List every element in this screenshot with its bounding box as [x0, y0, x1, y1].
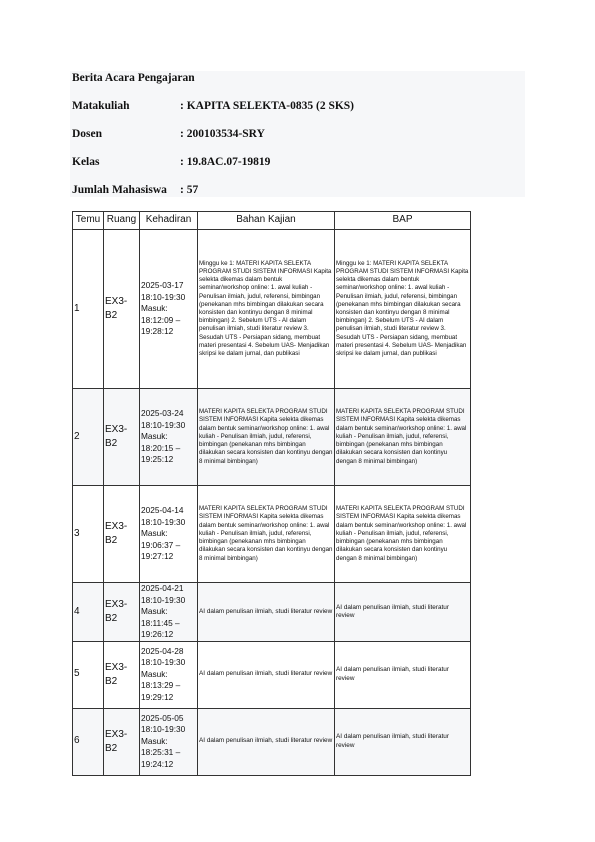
cell-bahan-kajian: AI dalam penulisan ilmiah, studi literatur review — [198, 641, 335, 708]
column-header-bap: BAP — [335, 212, 471, 230]
table-header-row — [73, 212, 471, 230]
cell-temu: 5 — [73, 641, 104, 708]
table-row — [73, 583, 471, 642]
cell-bap: AI dalam penulisan ilmiah, studi literatur review — [335, 708, 471, 775]
field-kelas — [72, 156, 270, 168]
cell-bahan-kajian: MATERI KAPITA SELEKTA PROGRAM STUDI SISTEM INFORMASI Kapita selekta dikemas dalam bentuk seminar/workshop online: 1. awal kuliah - Penulisan ilmiah, judul, referensi, bimbingan (penekanan mhs bimbingan dilakukan secara konsisten dan kontinyu dengan 8 minimal bimbingan) — [198, 389, 335, 486]
cell-ruang: EX3-B2 — [104, 641, 140, 708]
cell-bap: AI dalam penulisan ilmiah, studi literatur review — [335, 583, 471, 642]
field-jumlah-mahasiswa — [72, 184, 198, 196]
field-label: Dosen — [72, 128, 103, 140]
field-value: : 19.8AC.07-19819 — [180, 156, 271, 168]
cell-temu: 3 — [73, 486, 104, 583]
cell-temu: 2 — [73, 389, 104, 486]
field-label: Jumlah Mahasiswa — [72, 184, 167, 196]
table-row — [73, 708, 471, 775]
cell-ruang: EX3-B2 — [104, 230, 140, 389]
cell-ruang: EX3-B2 — [104, 708, 140, 775]
field-label: Matakuliah — [72, 100, 130, 112]
cell-bahan-kajian: Minggu ke 1: MATERI KAPITA SELEKTA PROGRAM STUDI SISTEM INFORMASI Kapita selekta dikemas dalam bentuk seminar/workshop online: 1. awal kuliah - Penulisan ilmiah, judul, referensi, bimbingan (penekanan mhs bimbingan dilakukan secara konsisten dan kontinyu dengan 8 minimal bimbingan) 2. Sebelum UTS - AI dalam penulisan ilmiah, studi literatur review 3. Sesudah UTS - Persiapan sidang, membuat materi presentasi 4. Sebelum UAS- Menjadikan skripsi ke dalam jurnal, dan publikasi — [198, 230, 335, 389]
cell-temu: 6 — [73, 708, 104, 775]
cell-temu: 4 — [73, 583, 104, 642]
cell-ruang: EX3-B2 — [104, 486, 140, 583]
column-header-ruang: Ruang — [104, 212, 140, 230]
cell-kehadiran: 2025-04-21 18:10-19:30 Masuk: 18:11:45 –19:26:12 — [140, 583, 198, 642]
cell-bap: MATERI KAPITA SELEKTA PROGRAM STUDI SISTEM INFORMASI Kapita selekta dikemas dalam bentuk seminar/workshop online: 1. awal kuliah - Penulisan ilmiah, judul, referensi, bimbingan (penekanan mhs bimbingan dilakukan secara konsisten dan kontinyu dengan 8 minimal bimbingan) — [335, 389, 471, 486]
column-header-bahan-kajian: Bahan Kajian — [198, 212, 335, 230]
cell-kehadiran: 2025-05-05 18:10-19:30 Masuk: 18:25:31 – 19:24:12 — [140, 708, 198, 775]
cell-kehadiran: 2025-04-14 18:10-19:30 Masuk: 19:06:37 – 19:27:12 — [140, 486, 198, 583]
cell-bap: MATERI KAPITA SELEKTA PROGRAM STUDI SISTEM INFORMASI Kapita selekta dikemas dalam bentuk seminar/workshop online: 1. awal kuliah - Penulisan ilmiah, judul, referensi, bimbingan (penekanan mhs bimbingan dilakukan secara konsisten dan kontinyu dengan 8 minimal bimbingan) — [335, 486, 471, 583]
field-value: : KAPITA SELEKTA-0835 (2 SKS) — [180, 100, 355, 112]
cell-bahan-kajian: AI dalam penulisan ilmiah, studi literatur review — [198, 583, 335, 642]
cell-ruang: EX3-B2 — [104, 389, 140, 486]
column-header-kehadiran: Kehadiran — [140, 212, 198, 230]
cell-bap: AI dalam penulisan ilmiah, studi literatur review — [335, 641, 471, 708]
cell-ruang: EX3-B2 — [104, 583, 140, 642]
cell-kehadiran: 2025-03-24 18:10-19:30 Masuk: 18:20:15 – 19:25:12 — [140, 389, 198, 486]
table-row — [73, 641, 471, 708]
field-value: : 200103534-SRY — [180, 128, 265, 140]
field-value: : 57 — [180, 184, 199, 196]
cell-kehadiran: 2025-03-17 18:10-19:30 Masuk: 18:12:09 – 19:28:12 — [140, 230, 198, 389]
cell-temu: 1 — [73, 230, 104, 389]
table-row — [73, 230, 471, 389]
cell-kehadiran: 2025-04-28 18:10-19:30 Masuk: 18:13:29 – 19:29:12 — [140, 641, 198, 708]
document-title: Berita Acara Pengajaran — [72, 72, 195, 84]
table-row — [73, 389, 471, 486]
attendance-table — [72, 211, 471, 776]
cell-bap: Minggu ke 1: MATERI KAPITA SELEKTA PROGRAM STUDI SISTEM INFORMASI Kapita selekta dikemas dalam bentuk seminar/workshop online: 1. awal kuliah - Penulisan ilmiah, judul, referensi, bimbingan (penekanan mhs bimbingan dilakukan secara konsisten dan kontinyu dengan 8 minimal bimbingan) 2. Sebelum UTS - AI dalam penulisan ilmiah, studi literatur review 3. Sesudah UTS - Persiapan sidang, membuat materi presentasi 4. Sebelum UAS- Menjadikan skripsi ke dalam jurnal, dan publikasi — [335, 230, 471, 389]
table-row — [73, 486, 471, 583]
field-dosen — [72, 128, 265, 140]
cell-bahan-kajian: MATERI KAPITA SELEKTA PROGRAM STUDI SISTEM INFORMASI Kapita selekta dikemas dalam bentuk seminar/workshop online: 1. awal kuliah - Penulisan ilmiah, judul, referensi, bimbingan (penekanan mhs bimbingan dilakukan secara konsisten dan kontinyu dengan 8 minimal bimbingan) — [198, 486, 335, 583]
cell-bahan-kajian: AI dalam penulisan ilmiah, studi literatur review — [198, 708, 335, 775]
column-header-temu: Temu — [73, 212, 104, 230]
field-matakuliah — [72, 100, 354, 112]
field-label: Kelas — [72, 156, 100, 168]
